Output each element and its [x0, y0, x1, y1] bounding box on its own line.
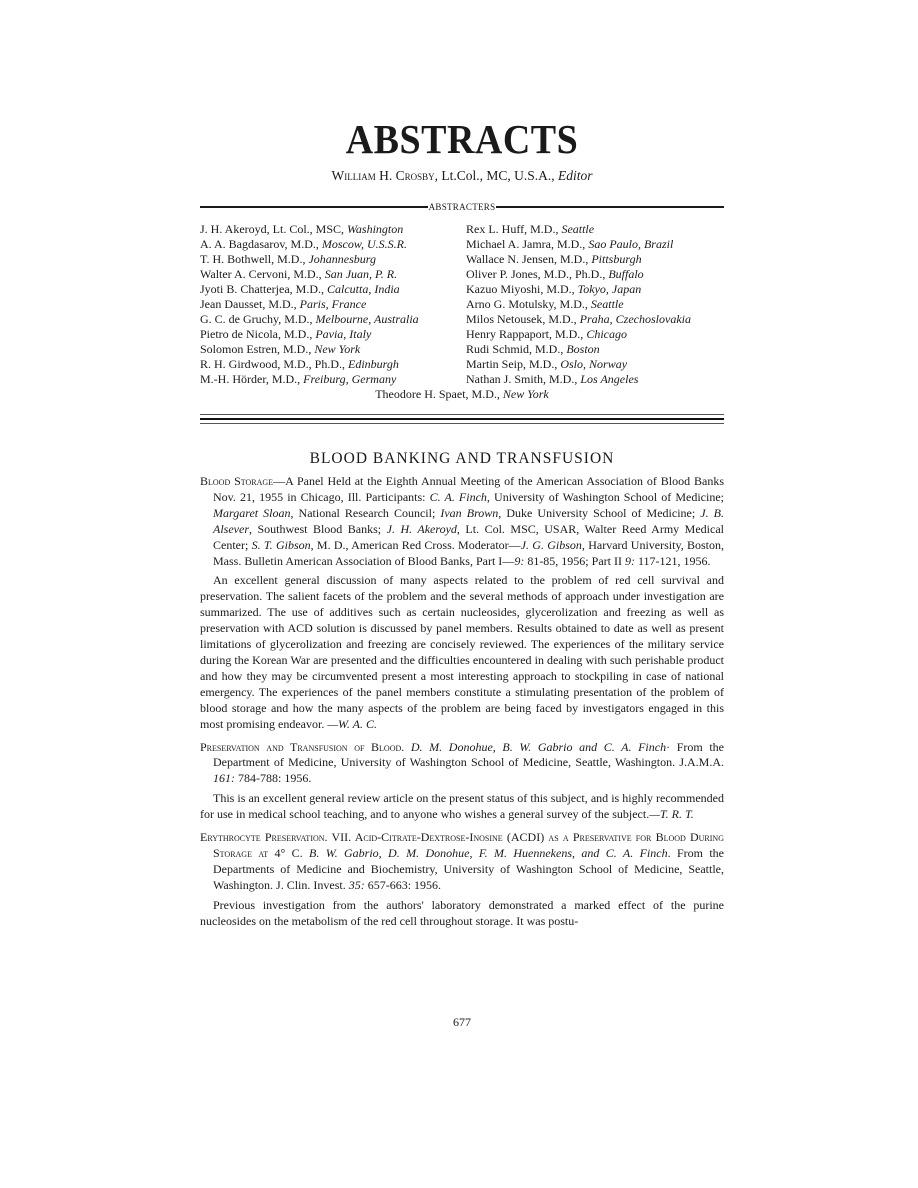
abstract-summary-1: An excellent general discussion of many aspects related to the problem of red cell survival and preservation. The salient facets of the problem and the several methods of approach under investigation are summarized. The use of additives such as certain nucleosides, glycerolization and freezing as well as preservation with ACD solution is discussed by panel members. Results obtained to date as well as present limitations of glycerolization and freezing are concisely reviewed. The experiences of the military service during the Korean War are presented and the difficulties encountered in dealing with such perishable product and how they may be circumvented present a most interesting approach to stockpiling in case of national emergency. The experiences of the panel members constitute a stimulating presentation of the problem of blood storage and how the many aspects of the problem are being faced by investigators engaged in this most promising endeavor. —W. A. C. — [200, 573, 724, 731]
abstracter: Milos Netousek, M.D., Praha, Czechoslovakia — [466, 312, 691, 326]
abstract-citation-3: Erythrocyte Preservation. VII. Acid-Citrate-Dextrose-Inosine (ACDI) as a Preservative for Blood During Storage at 4° C. B. W. Gabrio, D. M. Donohue, F. M. Huennekens, and C. A. Finch. From the Departments of Medicine and Biochemistry, University of Washington School of Medicine, Seattle, Washington. J. Clin. Invest. 35: 657-663: 1956. — [200, 830, 725, 892]
abstracter: Nathan J. Smith, M.D., Los Angeles — [466, 372, 639, 386]
abstracter: Solomon Estren, M.D., New York — [200, 342, 361, 356]
abstracts-body — [200, 474, 724, 929]
abstracters-label: ABSTRACTERS — [428, 202, 496, 212]
abstracter: Oliver P. Jones, M.D., Ph.D., Buffalo — [466, 267, 644, 281]
abstracter: Jean Dausset, M.D., Paris, France — [200, 297, 367, 311]
abstracter: Henry Rappaport, M.D., Chicago — [466, 327, 627, 341]
page-title: ABSTRACTS — [345, 117, 579, 163]
editor-role: Editor — [558, 168, 593, 183]
editor-line — [200, 168, 724, 184]
rule-left — [200, 206, 428, 208]
abstracter: Rex L. Huff, M.D., Seattle — [466, 222, 595, 236]
abstracters-divider — [200, 200, 724, 214]
abstracter: Pietro de Nicola, M.D., Pavia, Italy — [200, 327, 372, 341]
abstracters-right-column — [466, 222, 691, 387]
abstracter: G. C. de Gruchy, M.D., Melbourne, Australia — [200, 312, 419, 326]
abstracter: Jyoti B. Chatterjea, M.D., Calcutta, India — [200, 282, 400, 296]
abstracter: Kazuo Miyoshi, M.D., Tokyo, Japan — [466, 282, 642, 296]
editor-rank: , Lt.Col., MC, U.S.A., — [434, 168, 558, 183]
editor-name: William H. Crosby — [331, 168, 435, 183]
abstracter: A. A. Bagdasarov, M.D., Moscow, U.S.S.R. — [200, 237, 407, 251]
abstracter-centered: Theodore H. Spaet, M.D., New York — [375, 387, 549, 401]
section-divider — [200, 414, 724, 424]
abstract-summary-3: Previous investigation from the authors' laboratory demonstrated a marked effect of the purine nucleosides on the metabolism of the red cell throughout storage. It was postu- — [200, 897, 724, 928]
abstracter: Arno G. Motulsky, M.D., Seattle — [466, 297, 624, 311]
section-title: BLOOD BANKING AND TRANSFUSION — [309, 450, 615, 467]
rule-right — [496, 206, 724, 208]
abstract-citation-2: Preservation and Transfusion of Blood. D. M. Donohue, B. W. Gabrio and C. A. Finch· From the Department of Medicine, University of Washington School of Medicine, Seattle, Washington. J.A.M.A. 161: 784-788: 1956. — [200, 739, 724, 786]
abstracter: M.-H. Hörder, M.D., Freiburg, Germany — [200, 372, 397, 386]
abstracter: Michael A. Jamra, M.D., Sao Paulo, Brazil — [466, 237, 674, 251]
abstracter: T. H. Bothwell, M.D., Johannesburg — [200, 252, 376, 266]
abstract-summary-2: This is an excellent general review article on the present status of this subject, and is highly recommended for use in medical school teaching, and to anyone who wishes a general survey of the subject.—T. R. T. — [200, 791, 724, 822]
abstracter: Rudi Schmid, M.D., Boston — [466, 342, 600, 356]
abstracter: Wallace N. Jensen, M.D., Pittsburgh — [466, 252, 642, 266]
abstracter: R. H. Girdwood, M.D., Ph.D., Edinburgh — [200, 357, 399, 371]
abstract-citation-1: Blood Storage—A Panel Held at the Eighth Annual Meeting of the American Association of Blood Banks Nov. 21, 1955 in Chicago, Ill. Participants: C. A. Finch, University of Washington School of Medicine; Margaret Sloan, National Research Council; Ivan Brown, Duke University School of Medicine; J. B. Alsever, Southwest Blood Banks; J. H. Akeroyd, Lt. Col. MSC, USAR, Walter Reed Army Medical Center; S. T. Gibson, M. D., American Red Cross. Moderator—J. G. Gibson, Harvard University, Boston, Mass. Bulletin American Association of Blood Banks, Part I—9: 81-85, 1956; Part II 9: 117-121, 1956. — [200, 474, 724, 568]
page-number: 677 — [453, 1015, 471, 1029]
abstracters-left-column — [200, 222, 419, 387]
abstracter: Martin Seip, M.D., Oslo, Norway — [466, 357, 628, 371]
abstracter: J. H. Akeroyd, Lt. Col., MSC, Washington — [200, 222, 404, 236]
abstracter: Walter A. Cervoni, M.D., San Juan, P. R. — [200, 267, 398, 281]
